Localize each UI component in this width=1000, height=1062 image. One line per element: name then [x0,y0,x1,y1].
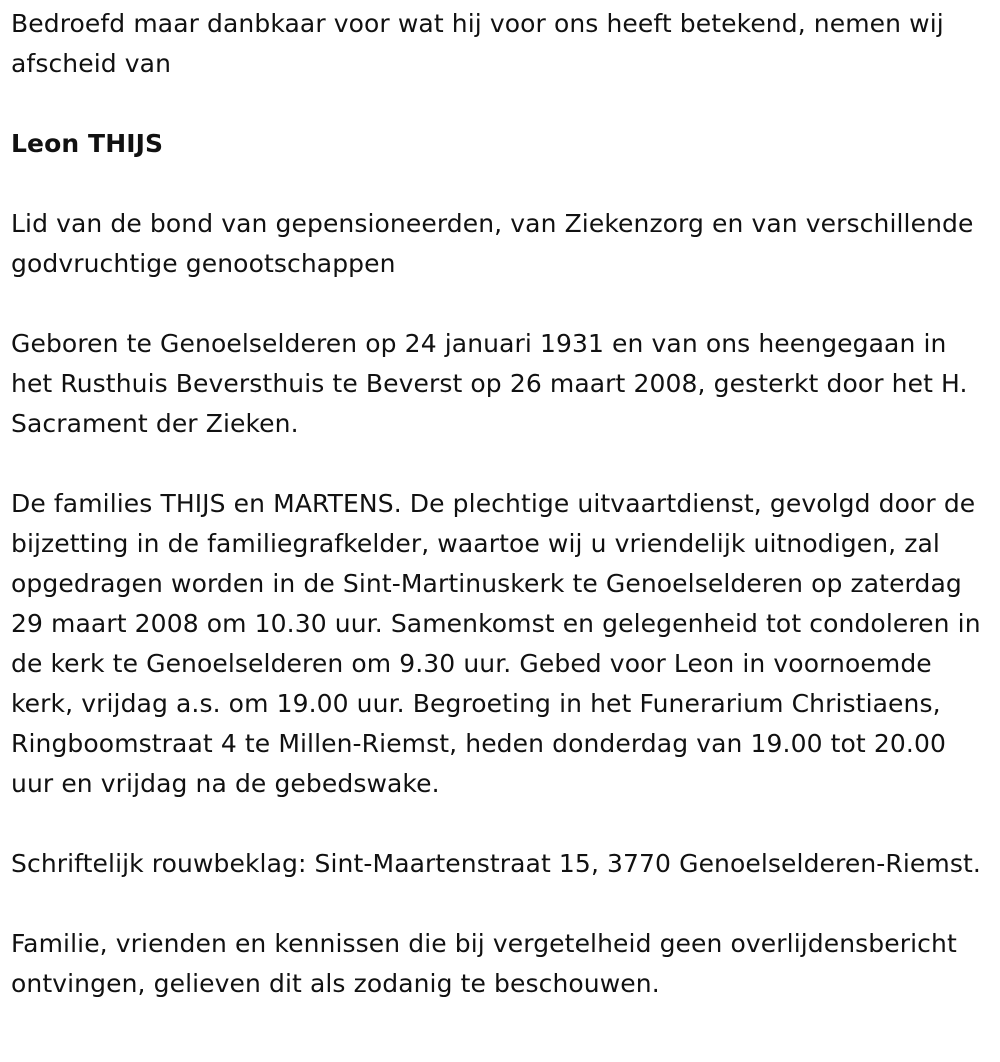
closing-paragraph: Familie, vrienden en kennissen die bij vergetelheid geen overlijdensbericht ontvingen, gelieven dit als zodanig te beschouwen. [11,929,957,998]
condolence-address-paragraph: Schriftelijk rouwbeklag: Sint-Maartenstraat 15, 3770 Genoelselderen-Riemst. [11,849,981,878]
birth-death-paragraph: Geboren te Genoelselderen op 24 januari 1931 en van ons heengegaan in het Rusthuis Beversthuis te Beverst op 26 maart 2008, gesterkt door het H. Sacrament der Zieken. [11,329,968,438]
memberships-paragraph: Lid van de bond van gepensioneerden, van Ziekenzorg en van verschillende godvruchtige genootschappen [11,209,974,278]
obituary-notice [11,4,991,1004]
intro-paragraph: Bedroefd maar danbkaar voor wat hij voor ons heeft betekend, nemen wij afscheid van [11,9,944,78]
ceremony-paragraph: De families THIJS en MARTENS. De plechtige uitvaartdienst, gevolgd door de bijzetting in de familiegrafkelder, waartoe wij u vriendelijk uitnodigen, zal opgedragen worden in de Sint-Martinuskerk te Genoelselderen op zaterdag 29 maart 2008 om 10.30 uur. Samenkomst en gelegenheid tot condoleren in de kerk te Genoelselderen om 9.30 uur. Gebed voor Leon in voornoemde kerk, vrijdag a.s. om 19.00 uur. Begroeting in het Funerarium Christiaens, Ringboomstraat 4 te Millen-Riemst, heden donderdag van 19.00 tot 20.00 uur en vrijdag na de gebedswake. [11,489,981,798]
deceased-name: Leon THIJS [11,129,164,158]
